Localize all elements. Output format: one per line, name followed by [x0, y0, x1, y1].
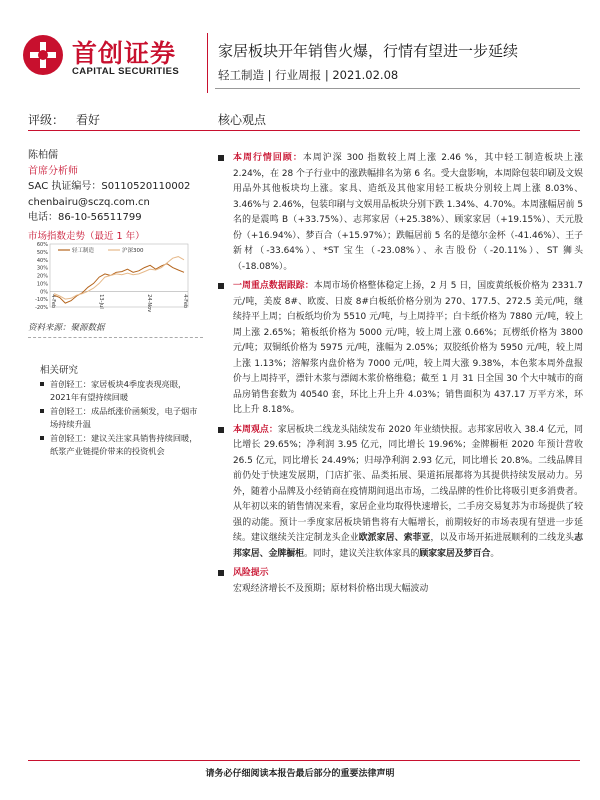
para-label: 本周行情回顾：: [233, 153, 303, 163]
core-views-body: [233, 151, 583, 601]
analyst-role: 首席分析师: [28, 165, 78, 177]
related-research-item[interactable]: 首创轻工：家居板块4季度表现亮眼，2021年有望持续回暖: [40, 378, 202, 403]
market-index-chart-svg: [28, 241, 198, 316]
y-tick-label: 50%: [36, 249, 48, 256]
y-tick-label: 20%: [36, 273, 48, 280]
para-text: ，以及市场开拓进展顺利的二线龙头: [430, 533, 575, 543]
chart-frame: [50, 244, 188, 307]
header-rule: [215, 88, 580, 89]
header-divider: [207, 33, 208, 93]
brand-logo-icon: [22, 34, 64, 76]
x-tick-label: 4-Feb: [182, 294, 188, 309]
bullet-icon: [218, 427, 224, 433]
y-tick-label: 60%: [36, 242, 48, 248]
analyst-phone-label: 电话：: [28, 212, 58, 223]
y-tick-label: -10%: [35, 297, 48, 304]
brand-name-en: CAPITAL SECURITIES: [72, 66, 180, 77]
risk-text: 宏观经济增长不及预期；原材料价格出现大幅波动: [233, 583, 429, 594]
rating-value: 看好: [76, 113, 101, 127]
analyst-name: 陈柏儒: [28, 150, 58, 161]
y-tick-label: 0%: [40, 289, 48, 296]
legend-label: 轻工制造: [72, 248, 95, 254]
x-tick-label: 24-Nov: [146, 294, 152, 313]
series-line-1: [54, 257, 184, 300]
dashed-divider: [28, 337, 203, 338]
section-rule: [28, 130, 580, 131]
market-index-chart: [28, 241, 198, 316]
report-subtitle: 轻工制造 | 行业周报 | 2021.02.08: [218, 68, 399, 82]
brand-name-cn: 首创证券: [72, 39, 177, 68]
x-tick-label: 4-Feb: [50, 294, 56, 309]
chart-title: 市场指数走势（最近 1 年）: [28, 231, 145, 242]
bullet-icon: [218, 155, 224, 161]
rating-label: 评级：: [28, 113, 65, 127]
analyst-phone: [28, 210, 190, 226]
y-tick-label: -20%: [35, 305, 48, 311]
related-research-list: [40, 378, 202, 459]
para-text: 。同时，建议关注软体家具的: [304, 548, 420, 559]
para-label: 一周重点数据跟踪：: [233, 281, 314, 291]
analyst-sac-label: SAC 执证编号：: [28, 181, 102, 192]
analyst-email[interactable]: chenbairu@sczq.com.cn: [28, 196, 150, 208]
highlight-stock: 志邦家居、金牌橱柜: [233, 533, 584, 559]
footer-disclaimer: 请务必仔细阅读本报告最后部分的重要法律声明: [205, 769, 395, 779]
para-text: 。: [490, 548, 500, 559]
legend-label: 沪深300: [122, 248, 144, 254]
core-views-title: 核心观点: [218, 113, 267, 127]
para-data-tracking: [233, 279, 583, 419]
x-tick-label: 13-Jul: [98, 294, 104, 309]
y-tick-label: 40%: [36, 257, 48, 264]
rating: [28, 111, 100, 128]
analyst-sac-value: S0110520110002: [101, 181, 191, 192]
para-label: 本周观点：: [233, 424, 278, 435]
para-text: 本周市场价格整体稳定上扬，2 月 5 日，国废黄纸板价格为 2331.7 元/吨，美废 8#、欧废、日废 8#白板纸价格分别为 270、177.5、272.5 美元/吨，继续持平上周；白板纸均价为 5510 元/吨，与上周持平；白卡纸价格为 7880 元/吨，较上周上涨 2.65%；箱板纸价格为 5000 元/吨，较上周上涨 0.66%；瓦楞纸价格为 3800 元/吨；双铜纸价格为 5975 元/吨，涨幅为 2.05%；双胶纸价格为 5950 元/吨，较上周上涨 1.13%；溶解浆内盘价格为 7000 元/吨，较上周大涨 9.38%，本色浆本周外盘报价与上周持平，漂针木浆与漂阔木浆价格维稳；截至 1 月 31 日全国 30 个大中城市的商品房销售套数为 40540 套，环比上升上升 4.03%；销售面积为 437.17 万平方米，环比上升 8.18%。: [233, 281, 584, 415]
bullet-icon: [218, 570, 224, 576]
risk-label: 风险提示: [233, 568, 269, 578]
para-weekly-review: [233, 151, 583, 275]
para-text: 本周沪深 300 指数较上周上涨 2.46 %，其中轻工制造板块上涨 2.24%，在 28 个子行业中的涨跌幅排名为第 6 名。受大盘影响，本周除包装印刷及文娱用品外其他板块均上涨。家具、造纸及其他家用轻工板块分别较上周上涨 8.03%、3.46%与 2.46%，包装印刷与文娱用品板块分别下跌 1.34%、4.70%。本周涨幅居前 5 名的是震鸣 B（+33.75%）、志邦家居（+25.38%）、顾家家居（+19.15%）、天元股份（+16.94%）、梦百合（+15.97%）；跌幅居前 5 名的是德尔金杯（-41.46%）、王子新材（-33.64%）、*ST 宝生（-23.08%）、永吉股份（-20.11%）、ST 狮头（-18.08%）。: [233, 153, 584, 272]
highlight-stock: 欧派家居、索菲亚: [358, 533, 431, 543]
para-risk: [233, 566, 583, 597]
report-title: 家居板块开年销售火爆，行情有望进一步延续: [218, 42, 519, 60]
analyst-sac: [28, 179, 190, 195]
brand-logo: [22, 32, 208, 82]
y-tick-label: 30%: [36, 265, 48, 272]
chart-source: 资料来源：聚源数据: [28, 323, 105, 333]
bullet-icon: [218, 283, 224, 289]
para-text: 家居板块二线龙头陆续发布 2020 年业绩快报。志邦家居收入 38.4 亿元，同比增长 29.65%；净利润 3.95 亿元，同比增长 19.96%；金牌橱柜 2020 年预计营收 26.5 亿元，同比增长 24.49%；归母净利润 2.93 亿元，同比增长 20.8%。二线品牌目前仍处于快速发展期，门店扩张、品类拓展、渠道拓展都将为其提供持续发展动力。另外，随着小品牌及小经销商在疫情期间退出市场，二线品牌的性价比将吸引更多消费者。从年初以来的销售情况来看，家居企业均取得快速增长，二手房交易复苏为市场提供了较强的动能。预计一季度家居板块销售将有大幅增长，前期较好的市场表现有望进一步延续。建议继续关注定制龙头企业: [233, 424, 583, 543]
highlight-stock: 顾家家居及梦百合: [419, 548, 491, 559]
related-research-item[interactable]: 首创轻工：建议关注家具销售持续回暖，纸浆产业链提价带来的投资机会: [40, 432, 202, 457]
analyst-phone-value: 86-10-56511799: [58, 212, 142, 223]
footer-rule: [28, 760, 580, 761]
related-research-title: 相关研究: [40, 365, 79, 376]
para-weekly-view: [233, 423, 583, 563]
y-tick-label: 10%: [36, 281, 48, 288]
analyst-info: [28, 148, 190, 226]
related-research-item[interactable]: 首创轻工：成品纸涨价函频发，电子烟市场持续升温: [40, 405, 202, 430]
